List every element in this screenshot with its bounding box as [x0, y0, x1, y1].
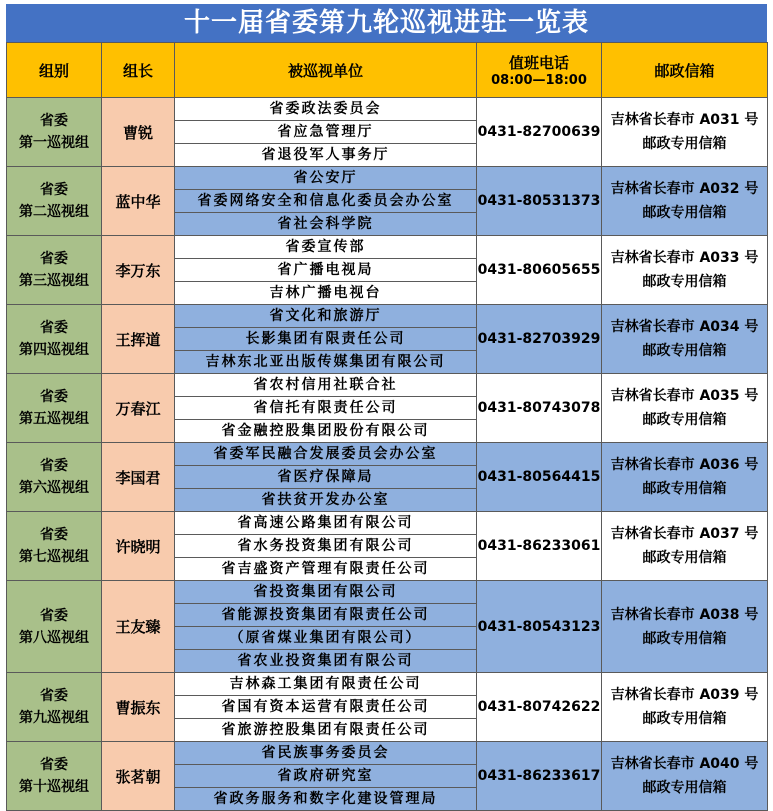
- phone-cell: 0431-80543123: [477, 581, 602, 673]
- header-units: 被巡视单位: [175, 43, 477, 98]
- group-name: 第九巡视组: [19, 710, 89, 726]
- group-name: 第二巡视组: [19, 204, 89, 220]
- mailbox-address: 吉林省长春市 A037 号: [610, 526, 759, 542]
- header-phone: [477, 43, 602, 98]
- leader-cell: 曹振东: [102, 673, 175, 742]
- table-row: [7, 673, 768, 696]
- header-mailbox: 邮政信箱: [602, 43, 768, 98]
- mailbox-note: 邮政专用信箱: [642, 412, 727, 428]
- mailbox-cell: [602, 443, 768, 512]
- unit-cell: 长影集团有限责任公司: [175, 328, 477, 351]
- group-cell: [7, 581, 102, 673]
- mailbox-cell: [602, 305, 768, 374]
- unit-cell: 省水务投资集团有限公司: [175, 535, 477, 558]
- leader-cell: 王友臻: [102, 581, 175, 673]
- mailbox-address: 吉林省长春市 A038 号: [610, 606, 759, 623]
- unit-cell: 吉林广播电视台: [175, 282, 477, 305]
- mailbox-address: 吉林省长春市 A031 号: [610, 112, 759, 128]
- mailbox-note: 邮政专用信箱: [642, 205, 727, 221]
- unit-cell: 省社会科学院: [175, 213, 477, 236]
- phone-cell: 0431-82700639: [477, 98, 602, 167]
- mailbox-cell: [602, 512, 768, 581]
- unit-cell: 省政务服务和数字化建设管理局: [175, 788, 477, 811]
- table-row: [7, 512, 768, 535]
- group-cell: [7, 167, 102, 236]
- mailbox-cell: [602, 374, 768, 443]
- group-cell: [7, 236, 102, 305]
- unit-cell: 省扶贫开发办公室: [175, 489, 477, 512]
- leader-cell: 王挥道: [102, 305, 175, 374]
- table-body: [7, 98, 768, 811]
- unit-cell: 省吉盛资产管理有限责任公司: [175, 558, 477, 581]
- table-title: 十一届省委第九轮巡视进驻一览表: [6, 4, 767, 42]
- phone-cell: 0431-82703929: [477, 305, 602, 374]
- table-row: [7, 167, 768, 190]
- group-name: 第六巡视组: [19, 480, 89, 496]
- unit-cell: 省国有资本运营有限责任公司: [175, 696, 477, 719]
- mailbox-cell: [602, 742, 768, 811]
- unit-cell: 省民族事务委员会: [175, 742, 477, 765]
- header-group: 组别: [7, 43, 102, 98]
- leader-cell: 万春江: [102, 374, 175, 443]
- mailbox-address: 吉林省长春市 A032 号: [610, 181, 759, 197]
- group-cell: [7, 742, 102, 811]
- table-row: [7, 236, 768, 259]
- unit-cell: 省旅游控股集团有限责任公司: [175, 719, 477, 742]
- mailbox-address: 吉林省长春市 A033 号: [610, 250, 759, 266]
- unit-cell: 省农村信用社联合社: [175, 374, 477, 397]
- unit-cell: 省高速公路集团有限公司: [175, 512, 477, 535]
- group-prefix: 省委: [40, 458, 68, 474]
- unit-cell: 省投资集团有限公司: [175, 581, 477, 604]
- mailbox-note: 邮政专用信箱: [642, 136, 727, 152]
- header-row: [7, 43, 768, 98]
- group-cell: [7, 98, 102, 167]
- group-cell: [7, 374, 102, 443]
- phone-cell: 0431-80564415: [477, 443, 602, 512]
- group-prefix: 省委: [40, 527, 68, 543]
- group-cell: [7, 443, 102, 512]
- unit-cell: 省委军民融合发展委员会办公室: [175, 443, 477, 466]
- leader-cell: 李万东: [102, 236, 175, 305]
- mailbox-note: 邮政专用信箱: [642, 630, 727, 647]
- inspection-table: [6, 42, 768, 811]
- unit-cell: 吉林东北亚出版传媒集团有限公司: [175, 351, 477, 374]
- group-name: 第一巡视组: [19, 135, 89, 151]
- mailbox-address: 吉林省长春市 A034 号: [610, 319, 759, 335]
- group-prefix: 省委: [40, 688, 68, 704]
- group-prefix: 省委: [40, 113, 68, 129]
- unit-cell: 省委政法委员会: [175, 98, 477, 121]
- leader-cell: 张茗朝: [102, 742, 175, 811]
- leader-cell: 蓝中华: [102, 167, 175, 236]
- unit-cell: 省应急管理厅: [175, 121, 477, 144]
- mailbox-cell: [602, 581, 768, 673]
- mailbox-cell: [602, 98, 768, 167]
- group-prefix: 省委: [40, 320, 68, 336]
- mailbox-address: 吉林省长春市 A036 号: [610, 457, 759, 473]
- unit-cell: 省文化和旅游厅: [175, 305, 477, 328]
- mailbox-note: 邮政专用信箱: [642, 274, 727, 290]
- group-prefix: 省委: [40, 389, 68, 405]
- mailbox-note: 邮政专用信箱: [642, 711, 727, 727]
- mailbox-note: 邮政专用信箱: [642, 780, 727, 796]
- phone-cell: 0431-86233061: [477, 512, 602, 581]
- leader-cell: 许晓明: [102, 512, 175, 581]
- mailbox-address: 吉林省长春市 A035 号: [610, 388, 759, 404]
- table-row: [7, 98, 768, 121]
- unit-cell: 省退役军人事务厅: [175, 144, 477, 167]
- mailbox-cell: [602, 167, 768, 236]
- table-row: [7, 581, 768, 604]
- phone-cell: 0431-80531373: [477, 167, 602, 236]
- group-cell: [7, 512, 102, 581]
- unit-cell: 省政府研究室: [175, 765, 477, 788]
- phone-cell: 0431-80742622: [477, 673, 602, 742]
- unit-cell: 省金融控股集团股份有限公司: [175, 420, 477, 443]
- unit-cell: （原省煤业集团有限公司）: [175, 627, 477, 650]
- unit-cell: 省农业投资集团有限公司: [175, 650, 477, 673]
- unit-cell: 省委网络安全和信息化委员会办公室: [175, 190, 477, 213]
- unit-cell: 吉林森工集团有限责任公司: [175, 673, 477, 696]
- group-prefix: 省委: [40, 757, 68, 773]
- unit-cell: 省能源投资集团有限责任公司: [175, 604, 477, 627]
- group-name: 第四巡视组: [19, 342, 89, 358]
- unit-cell: 省委宣传部: [175, 236, 477, 259]
- header-leader: 组长: [102, 43, 175, 98]
- group-name: 第五巡视组: [19, 411, 89, 427]
- phone-cell: 0431-80605655: [477, 236, 602, 305]
- group-name: 第七巡视组: [19, 549, 89, 565]
- table-row: [7, 305, 768, 328]
- table-row: [7, 742, 768, 765]
- mailbox-note: 邮政专用信箱: [642, 343, 727, 359]
- group-cell: [7, 673, 102, 742]
- table-row: [7, 443, 768, 466]
- group-name: 第十巡视组: [19, 779, 89, 795]
- group-prefix: 省委: [40, 182, 68, 198]
- mailbox-address: 吉林省长春市 A040 号: [610, 756, 759, 772]
- mailbox-address: 吉林省长春市 A039 号: [610, 687, 759, 703]
- group-cell: [7, 305, 102, 374]
- table-row: [7, 374, 768, 397]
- leader-cell: 曹锐: [102, 98, 175, 167]
- phone-cell: 0431-86233617: [477, 742, 602, 811]
- mailbox-cell: [602, 673, 768, 742]
- group-prefix: 省委: [40, 251, 68, 267]
- phone-cell: 0431-80743078: [477, 374, 602, 443]
- header-phone-hours: 08:00—18:00: [491, 73, 587, 88]
- header-phone-label: 值班电话: [508, 54, 569, 72]
- group-prefix: 省委: [40, 607, 68, 624]
- leader-cell: 李国君: [102, 443, 175, 512]
- unit-cell: 省信托有限责任公司: [175, 397, 477, 420]
- unit-cell: 省医疗保障局: [175, 466, 477, 489]
- unit-cell: 省广播电视局: [175, 259, 477, 282]
- unit-cell: 省公安厅: [175, 167, 477, 190]
- mailbox-note: 邮政专用信箱: [642, 550, 727, 566]
- group-name: 第八巡视组: [19, 629, 89, 646]
- mailbox-cell: [602, 236, 768, 305]
- mailbox-note: 邮政专用信箱: [642, 481, 727, 497]
- group-name: 第三巡视组: [19, 273, 89, 289]
